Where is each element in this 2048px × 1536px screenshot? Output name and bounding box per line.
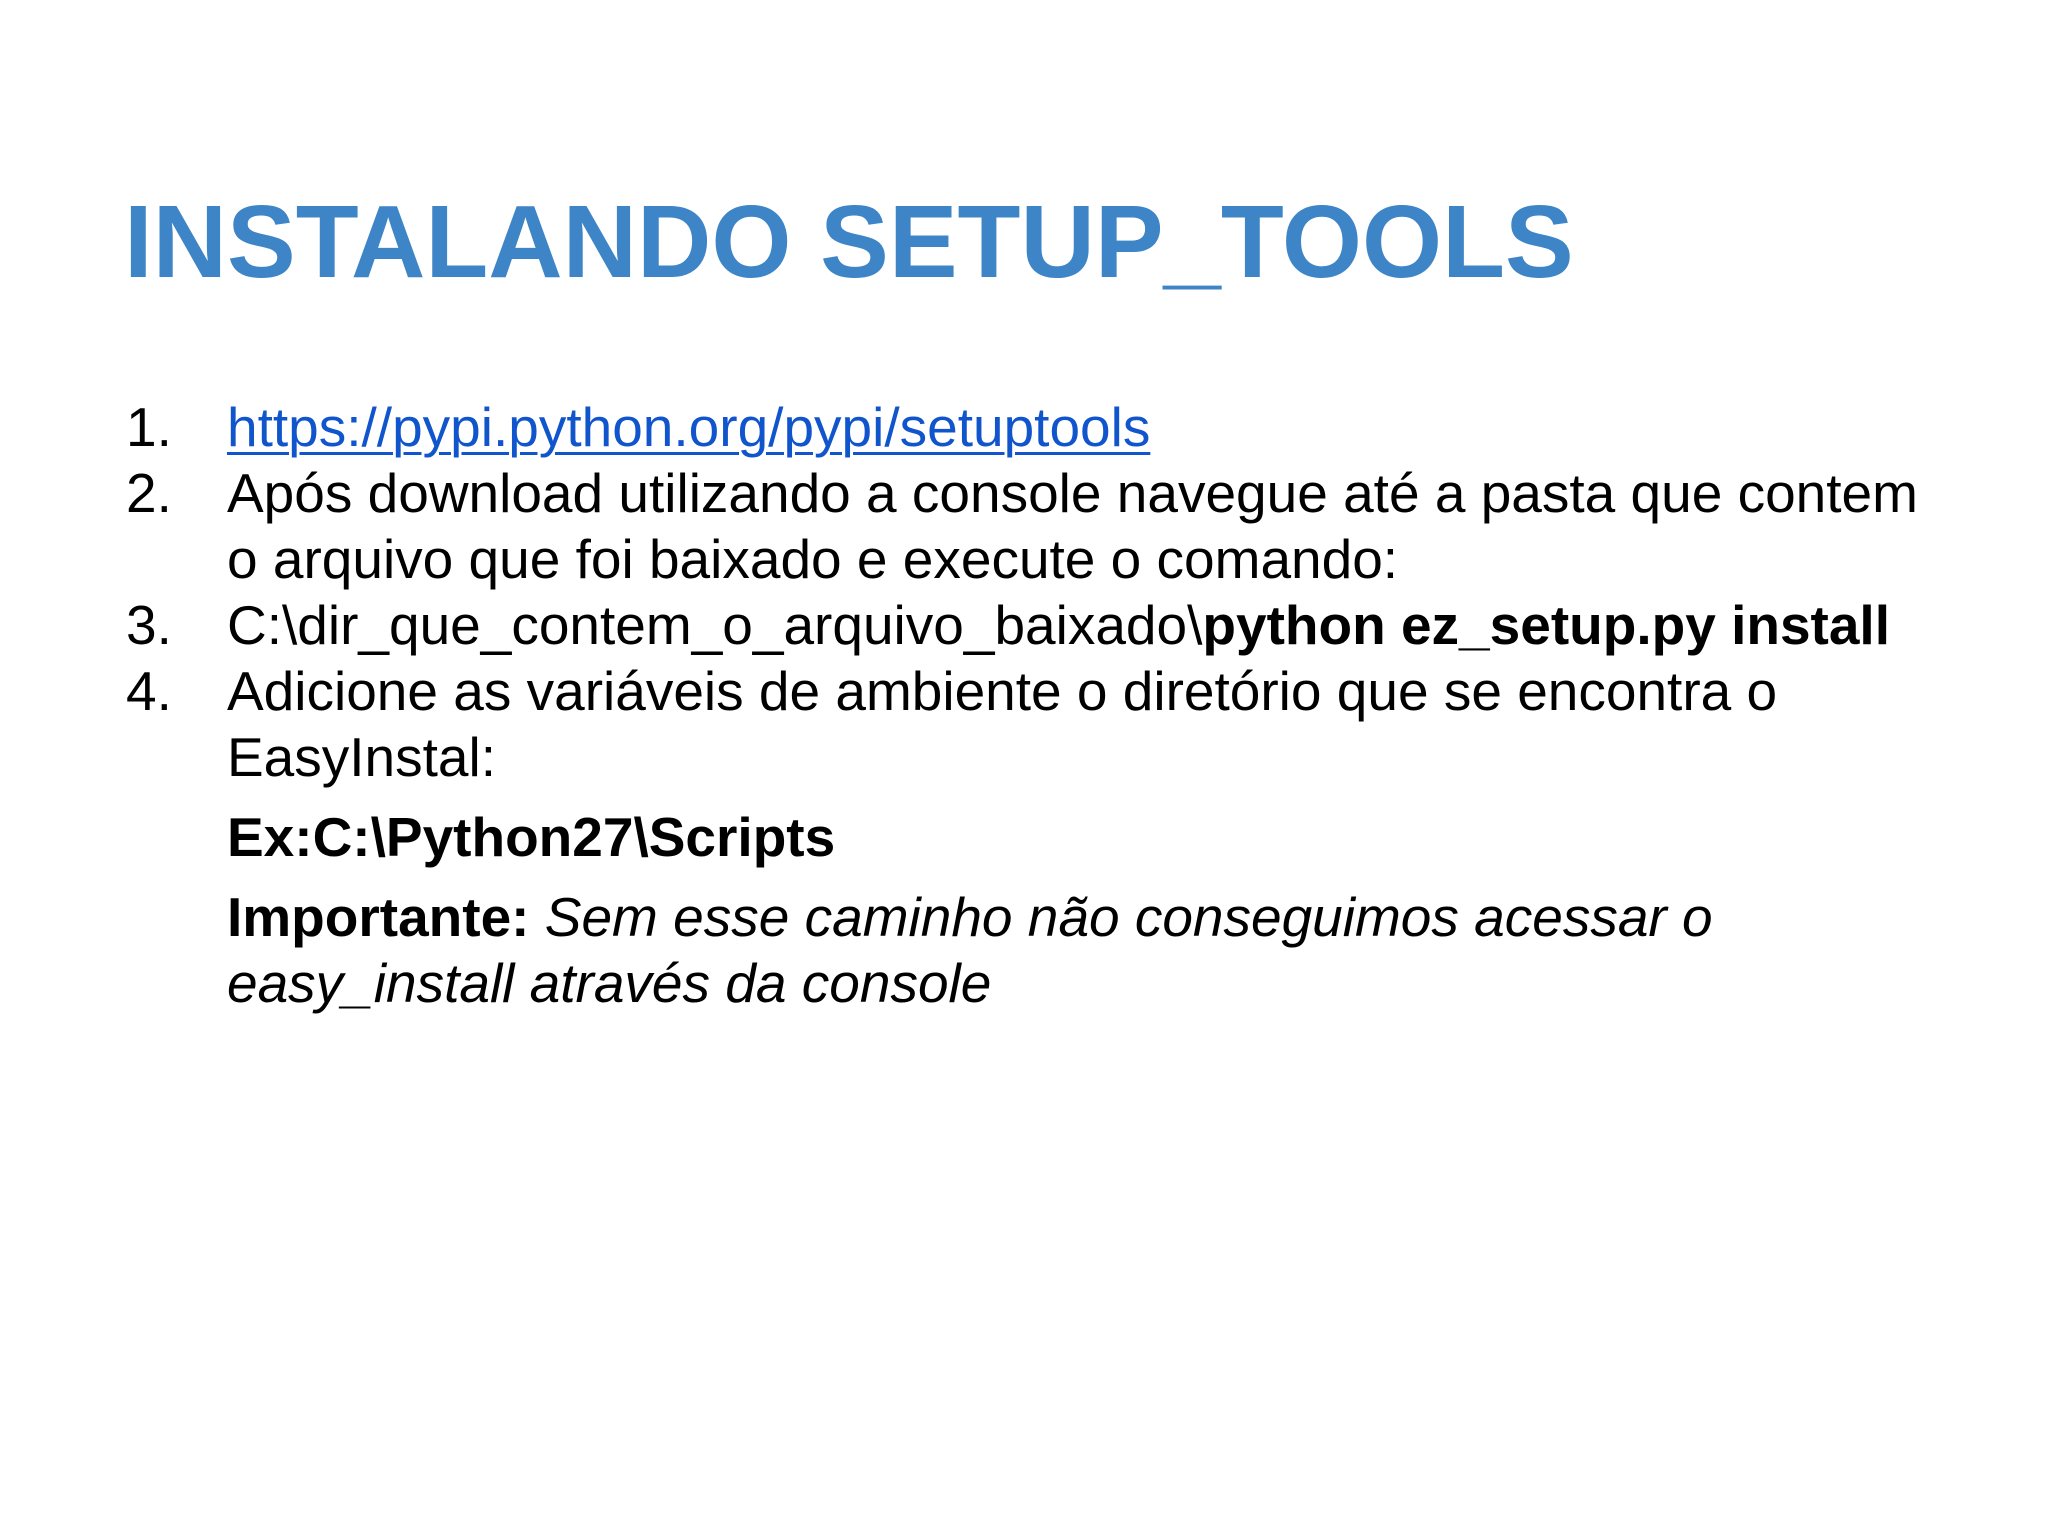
step-4-details: [126, 804, 1926, 1016]
list-item-step-4: [126, 658, 1926, 790]
step-command: python ez_setup.py install: [1202, 594, 1890, 656]
list-item-step-3: [126, 592, 1926, 658]
important-text: Sem esse caminho não conseguimos acessar o easy_install através da console: [227, 886, 1713, 1014]
step-number: 1.: [126, 396, 172, 458]
step-text: Após download utilizando a console navegue até a pasta que contem o arquivo que foi baixado e execute o comando:: [227, 462, 1918, 590]
list-item-step-1: [126, 394, 1926, 460]
slide-title: INSTALANDO SETUP_TOOLS: [124, 184, 1574, 299]
important-label: Importante:: [227, 886, 530, 948]
list-item-step-2: [126, 460, 1926, 592]
setuptools-link[interactable]: https://pypi.python.org/pypi/setuptools: [227, 396, 1151, 458]
step-number: 4.: [126, 660, 172, 722]
step-path: C:\dir_que_contem_o_arquivo_baixado\: [227, 594, 1203, 656]
slide-content: [126, 394, 1926, 1016]
important-note: [227, 884, 1926, 1016]
steps-list: [126, 394, 1926, 790]
step-number: 2.: [126, 462, 172, 524]
example-path: Ex:C:\Python27\Scripts: [227, 806, 836, 868]
step-number: 3.: [126, 594, 172, 656]
step-text: Adicione as variáveis de ambiente o diretório que se encontra o EasyInstal:: [227, 660, 1778, 788]
